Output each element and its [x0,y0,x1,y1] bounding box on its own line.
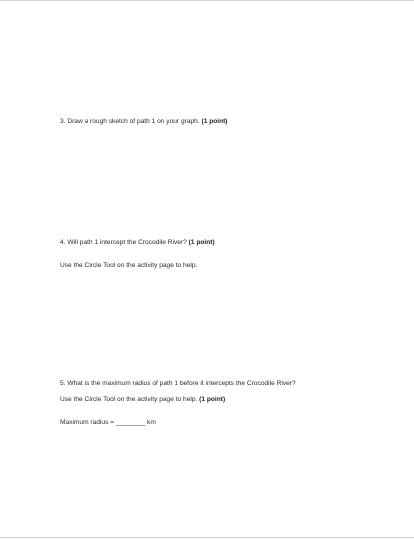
question-3-points: (1 point) [201,118,228,125]
question-4-text: 4. Will path 1 intercept the Crocodile River? [60,239,187,246]
maximum-radius-answer-line: Maximum radius = ________ km [60,419,156,426]
question-3 [60,118,228,126]
question-5-help [60,396,225,404]
question-4-points: (1 point) [188,239,215,246]
question-3-text: 3. Draw a rough sketch of path 1 on your graph. [60,118,200,125]
question-5-help-text: Use the Circle Tool on the activity page to help. [60,396,198,403]
question-4-help: Use the Circle Tool on the activity page to help. [60,262,198,269]
question-5-points: (1 point) [199,396,226,403]
question-5-text: 5. What is the maximum radius of path 1 before it intercepts the Crocodile River? [60,380,296,387]
page-top-border [0,0,414,1]
question-4 [60,239,215,247]
page-bottom-border [0,537,414,538]
